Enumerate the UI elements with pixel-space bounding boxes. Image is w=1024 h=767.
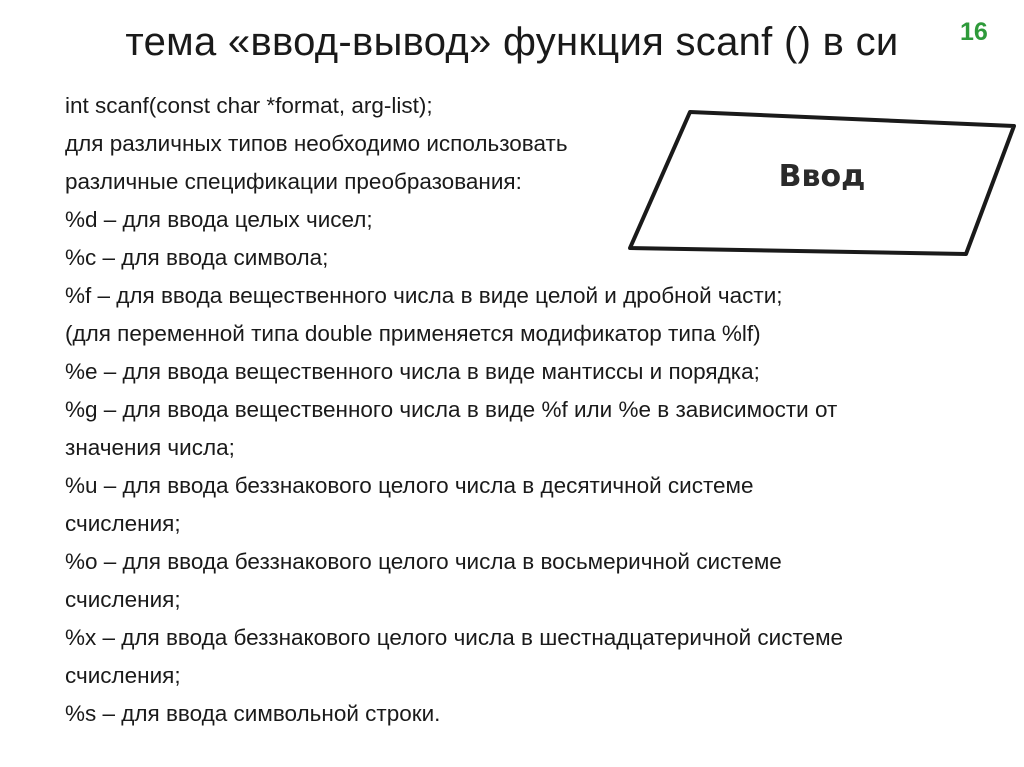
body-text xyxy=(65,87,1005,733)
body-line: %g – для ввода вещественного числа в виде %f или %e в зависимости от xyxy=(65,397,838,422)
body-line: различные спецификации преобразования: xyxy=(65,169,522,194)
body-line: %s – для ввода символьной строки. xyxy=(65,701,441,726)
body-line: (для переменной типа double применяется модификатор типа %lf) xyxy=(65,321,761,346)
slide-title: тема «ввод-вывод» функция scanf () в си xyxy=(125,20,899,64)
body-line: %o – для ввода беззнакового целого числа в восьмеричной системе xyxy=(65,549,782,574)
flowchart-label: Ввод xyxy=(778,159,866,194)
body-line: значения числа; xyxy=(65,435,235,460)
body-line: int scanf(const char *format, arg-list); xyxy=(65,93,433,118)
body-line: счисления; xyxy=(65,663,181,688)
body-line: счисления; xyxy=(65,511,181,536)
body-line: для различных типов необходимо использовать xyxy=(65,131,568,156)
body-line: %u – для ввода беззнакового целого числа в десятичной системе xyxy=(65,473,754,498)
body-line: %x – для ввода беззнакового целого числа в шестнадцатеричной системе xyxy=(65,625,844,650)
body-line: %e – для ввода вещественного числа в виде мантиссы и порядка; xyxy=(65,359,760,384)
body-line: %c – для ввода символа; xyxy=(65,245,329,270)
body-line: %d – для ввода целых чисел; xyxy=(65,207,373,232)
body-line: %f – для ввода вещественного числа в виде целой и дробной части; xyxy=(65,283,783,308)
slide-number: 16 xyxy=(960,18,988,46)
body-line: счисления; xyxy=(65,587,181,612)
